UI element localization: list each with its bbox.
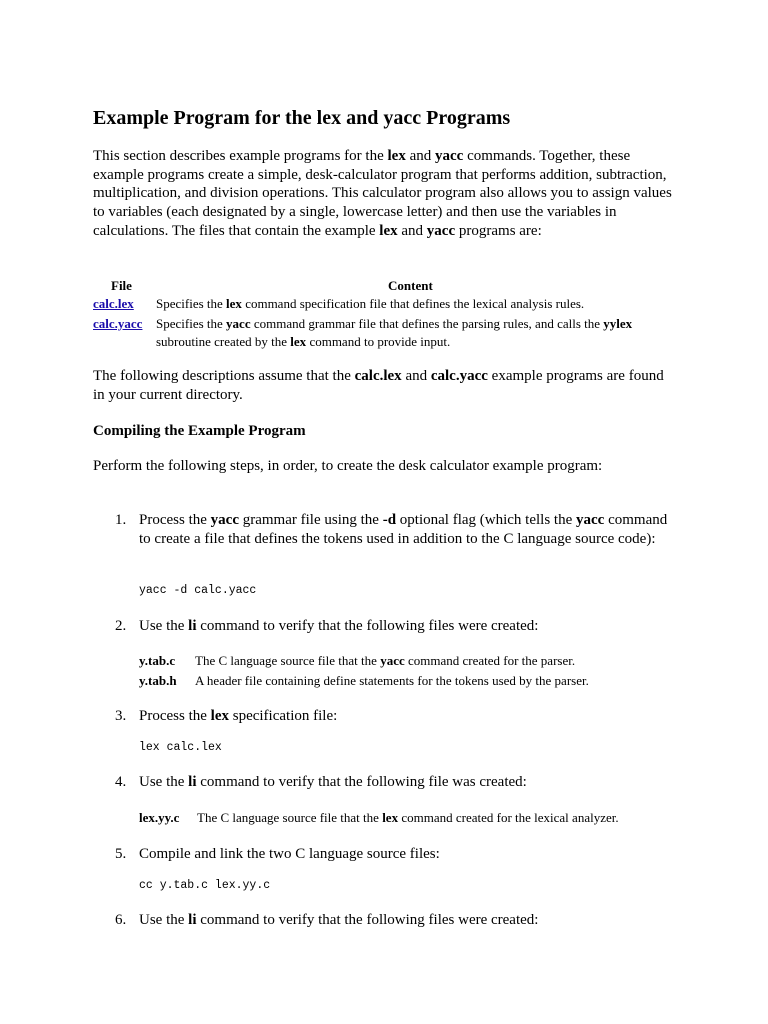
created-file-description: The C language source file that the lex command created for the lexical analyzer.: [197, 810, 619, 825]
intro-paragraph: This section describes example programs for the lex and yacc commands. Together, these example programs create a simple, desk-calculator program that performs addition, subtraction, multiplication, and division operations. This calculator program also allows you to assign values to variables (each designated by a single, lowercase letter) and then use the variables in calculations. The files that contain the example lex and yacc programs are:: [93, 148, 672, 239]
created-file-name: y.tab.h: [139, 673, 177, 688]
step-number: 4.: [115, 774, 127, 790]
calc-lex-link[interactable]: calc.lex: [93, 296, 134, 311]
step-text: Use the li command to verify that the following files were created:: [139, 618, 539, 634]
step-text: Process the yacc grammar file using the -d optional flag (which tells the yacc command to create a file that defines the tokens used in addition to the C language source code):: [139, 512, 668, 547]
code-block: yacc -d calc.yacc: [139, 584, 257, 597]
step-text: Compile and link the two C language source files:: [139, 846, 440, 862]
created-file-name: lex.yy.c: [139, 810, 180, 825]
code-block: lex calc.lex: [139, 741, 222, 754]
perform-paragraph: Perform the following steps, in order, to create the desk calculator example program:: [93, 458, 603, 474]
step-text: Use the li command to verify that the following files were created:: [139, 912, 539, 928]
step-number: 3.: [115, 708, 127, 724]
created-file-name: y.tab.c: [139, 653, 176, 668]
code-block: cc y.tab.c lex.yy.c: [139, 879, 271, 892]
step-number: 2.: [115, 618, 127, 634]
step-number: 1.: [115, 512, 127, 528]
file-description: Specifies the yacc command grammar file that defines the parsing rules, and calls the yylex subroutine created by the lex command to provide input.: [156, 316, 633, 349]
step-text: Use the li command to verify that the following file was created:: [139, 774, 527, 790]
file-table-header-file: File: [111, 278, 132, 293]
step-text: Process the lex specification file:: [139, 708, 338, 724]
section-heading: Compiling the Example Program: [93, 423, 306, 439]
created-file-description: A header file containing define statements for the tokens used by the parser.: [195, 673, 589, 688]
assumption-paragraph: The following descriptions assume that the calc.lex and calc.yacc example programs are found in your current directory.: [93, 368, 664, 403]
created-file-description: The C language source file that the yacc command created for the parser.: [195, 653, 576, 668]
file-description: Specifies the lex command specification file that defines the lexical analysis rules.: [156, 296, 585, 311]
step-number: 5.: [115, 846, 127, 862]
file-table-header-content: Content: [388, 278, 433, 293]
calc-yacc-link[interactable]: calc.yacc: [93, 316, 143, 331]
step-number: 6.: [115, 912, 127, 928]
page-title: Example Program for the lex and yacc Programs: [93, 107, 511, 129]
